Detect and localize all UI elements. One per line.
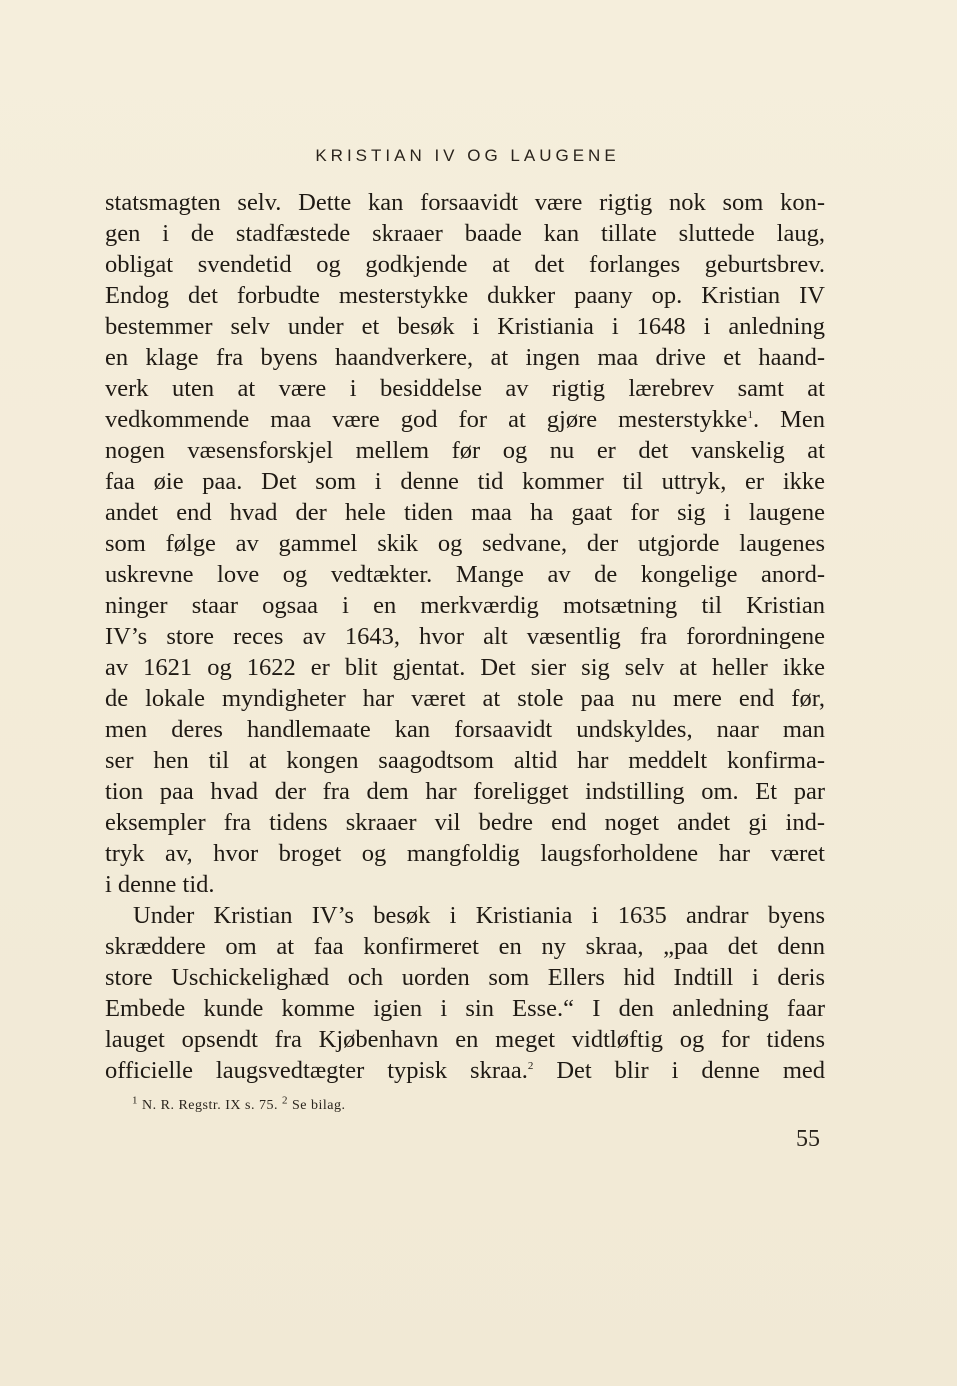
footnote-ref-2: 2	[527, 1059, 534, 1072]
text-line: eksempler fra tidens skraaer vil bedre end noget andet gi ind-	[105, 809, 825, 836]
text-line: skræddere om at faa konfirmeret en ny skraa, „paa det denn	[105, 933, 825, 960]
footnote-marker-2: 2	[281, 1094, 288, 1107]
text-line: store Uschickelighæd och uorden som Ellers hid Indtill i deris	[105, 964, 825, 991]
text-fragment: Det blir i denne med	[533, 1057, 825, 1084]
text-line: faa øie paa. Det som i denne tid kommer til uttryk, er ikke	[105, 468, 825, 495]
text-line: en klage fra byens haandverkere, at ingen maa drive et haand-	[105, 344, 825, 371]
text-line: nogen væsensforskjel mellem før og nu er det vanskelig at	[105, 437, 825, 464]
footnotes	[132, 1094, 346, 1114]
footnote-text-2: Se bilag.	[291, 1098, 346, 1113]
text-line-with-footnote	[105, 1055, 825, 1086]
text-fragment: officielle laugsvedtægter typisk skraa.	[105, 1057, 528, 1084]
text-line: Under Kristian IV’s besøk i Kristiania i 1635 andrar byens	[133, 902, 825, 929]
text-line: Endog det forbudte mesterstykke dukker paany op. Kristian IV	[105, 282, 825, 309]
text-line-with-footnote	[105, 404, 825, 435]
text-line: i denne tid.	[105, 871, 215, 898]
text-line: de lokale myndigheter har været at stole paa nu mere end før,	[105, 685, 825, 712]
page-number: 55	[796, 1126, 820, 1152]
text-line: men deres handlemaate kan forsaavidt undskyldes, naar man	[105, 716, 825, 743]
footnote-ref-1: 1	[747, 408, 753, 421]
text-line: ninger staar ogsaa i en merkværdig motsætning til Kristian	[105, 592, 825, 619]
text-line: bestemmer selv under et besøk i Kristiania i 1648 i anledning	[105, 313, 825, 340]
text-line: lauget opsendt fra Kjøbenhavn en meget vidtløftig og for tidens	[105, 1026, 825, 1053]
footnote-text-1: N. R. Regstr. IX s. 75.	[142, 1098, 278, 1113]
text-line: av 1621 og 1622 er blit gjentat. Det sier sig selv at heller ikke	[105, 654, 825, 681]
text-line: uskrevne love og vedtækter. Mange av de kongelige anord-	[105, 561, 825, 588]
text-line: verk uten at være i besiddelse av rigtig lærebrev samt at	[105, 375, 825, 402]
text-fragment: . Men	[752, 406, 825, 433]
text-line: IV’s store reces av 1643, hvor alt væsentlig fra forordningene	[105, 623, 825, 650]
text-line: obligat svendetid og godkjende at det forlanges geburtsbrev.	[105, 251, 825, 278]
text-line: andet end hvad der hele tiden maa ha gaat for sig i laugene	[105, 499, 825, 526]
running-head: KRISTIAN IV OG LAUGENE	[315, 146, 620, 165]
text-line: gen i de stadfæstede skraaer baade kan tillate sluttede laug,	[105, 220, 825, 247]
body-text	[105, 187, 825, 1086]
text-line: tryk av, hvor broget og mangfoldig laugsforholdene har været	[105, 840, 825, 867]
footnote-marker-1: 1	[132, 1094, 138, 1107]
text-line: Embede kunde komme igien i sin Esse.“ I den anledning faar	[105, 995, 825, 1022]
text-line: tion paa hvad der fra dem har foreligget indstilling om. Et par	[105, 778, 825, 805]
text-line: statsmagten selv. Dette kan forsaavidt være rigtig nok som kon-	[105, 189, 825, 216]
text-line: som følge av gammel skik og sedvane, der utgjorde laugenes	[105, 530, 825, 557]
text-fragment: vedkommende maa være god for at gjøre mesterstykke	[105, 406, 748, 433]
text-line: ser hen til at kongen saagodtsom altid har meddelt konfirma-	[105, 747, 825, 774]
